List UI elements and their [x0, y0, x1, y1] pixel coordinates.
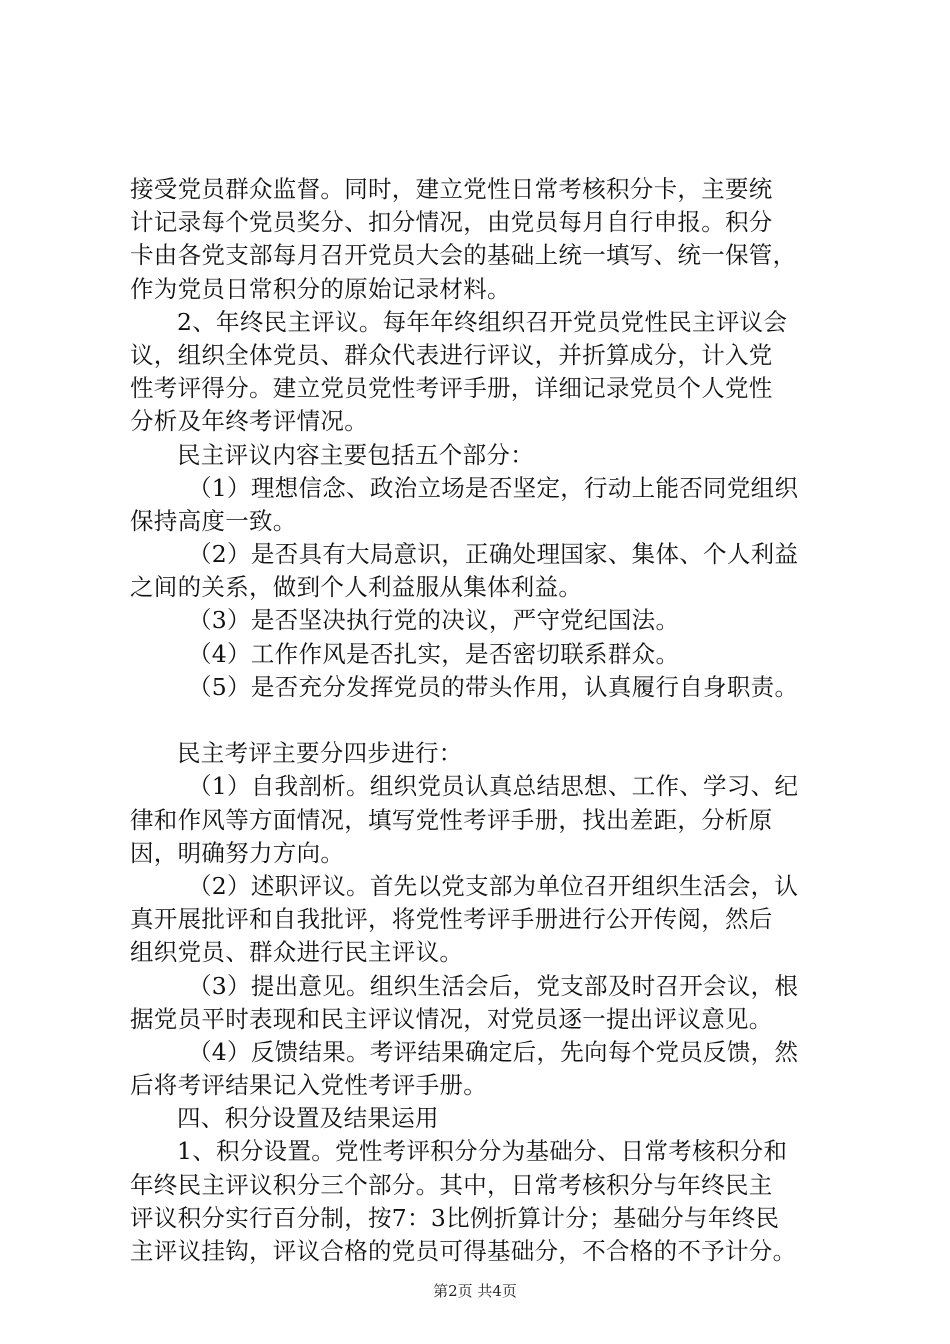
paragraph-line: 民主评议内容主要包括五个部分： [177, 440, 534, 469]
blank-line [130, 704, 835, 737]
paragraph-line: 1、积分设置。党性考评积分分为基础分、日常考核积分和 [177, 1137, 788, 1166]
paragraph-line: （3）提出意见。组织生活会后，党支部及时召开会议，根 [188, 971, 799, 1000]
paragraph-line: 真开展批评和自我批评，将党性考评手册进行公开传阅，然后 [130, 905, 773, 934]
paragraph-line: 后将考评结果记入党性考评手册。 [130, 1071, 487, 1100]
paragraph-line: 主评议挂钩，评议合格的党员可得基础分，不合格的不予计分。 [130, 1237, 797, 1265]
page-body [130, 173, 835, 1268]
paragraph-line: 保持高度一致。 [130, 506, 297, 535]
paragraph-line: 2、年终民主评议。每年年终组织召开党员党性民主评议会 [177, 307, 788, 336]
paragraph-line: （2）述职评议。首先以党支部为单位召开组织生活会，认 [188, 871, 799, 900]
paragraph-line: （4）反馈结果。考评结果确定后，先向每个党员反馈，然 [188, 1037, 799, 1066]
section-heading: 四、积分设置及结果运用 [177, 1104, 439, 1133]
paragraph-line: （1）自我剖析。组织党员认真总结思想、工作、学习、纪 [188, 772, 799, 801]
paragraph-line: 年终民主评议积分三个部分。其中，日常考核积分与年终民主 [130, 1170, 773, 1199]
paragraph-line: 作为党员日常积分的原始记录材料。 [130, 274, 511, 303]
paragraph-line: 据党员平时表现和民主评议情况，对党员逐一提出评议意见。 [130, 1004, 773, 1033]
paragraph-line: （2）是否具有大局意识，正确处理国家、集体、个人利益 [188, 540, 799, 569]
paragraph-line: 接受党员群众监督。同时，建立党性日常考核积分卡，主要统 [130, 175, 773, 203]
paragraph-line: 议，组织全体党员、群众代表进行评议，并折算成分，计入党 [130, 340, 773, 369]
paragraph-line: 组织党员、群众进行民主评议。 [130, 938, 464, 967]
paragraph-line: （3）是否坚决执行党的决议，严守党纪国法。 [188, 606, 680, 635]
page-number-footer: 第2页 共4页 [433, 1282, 517, 1300]
paragraph-line: （4）工作作风是否扎实，是否密切联系群众。 [188, 639, 680, 668]
paragraph-line: 之间的关系，做到个人利益服从集体利益。 [130, 573, 583, 602]
paragraph-line: 卡由各党支部每月召开党员大会的基础上统一填写、统一保管， [130, 241, 797, 270]
paragraph-line: （1）理想信念、政治立场是否坚定，行动上能否同党组织 [188, 473, 799, 502]
paragraph-line: （5）是否充分发挥党员的带头作用，认真履行自身职责。 [188, 672, 799, 701]
paragraph-line: 因，明确努力方向。 [130, 838, 345, 867]
paragraph-line: 计记录每个党员奖分、扣分情况，由党员每月自行申报。积分 [130, 208, 773, 237]
paragraph-line: 民主考评主要分四步进行： [177, 739, 463, 768]
paragraph-line: 性考评得分。建立党员党性考评手册，详细记录党员个人党性 [130, 374, 773, 403]
paragraph-line: 分析及年终考评情况。 [130, 407, 368, 436]
paragraph-line: 律和作风等方面情况，填写党性考评手册，找出差距，分析原 [130, 805, 773, 834]
paragraph-line: 评议积分实行百分制，按7：3比例折算计分；基础分与年终民 [130, 1203, 780, 1232]
